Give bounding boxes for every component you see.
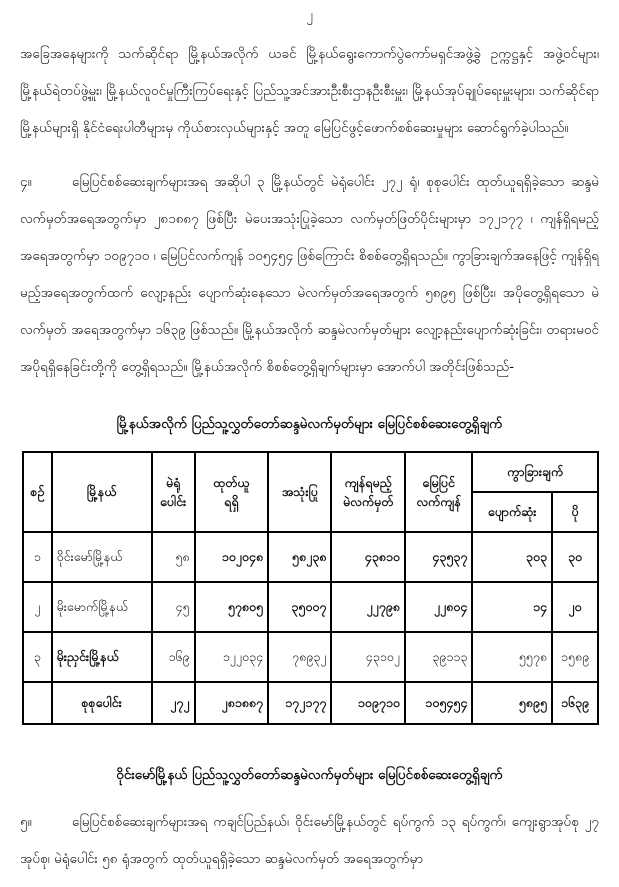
table-row-waingmaw: [23, 532, 598, 582]
col-header-stations-line1: မဲရုံ: [165, 474, 181, 490]
table-row-momauk: [23, 582, 598, 632]
paragraph-4-number: ၄။: [20, 174, 32, 190]
col-header-no: စဉ်: [23, 452, 52, 532]
cell-extra: ၁၅၈၉: [552, 632, 598, 682]
col-header-ground-line2: လက်ကျန်: [416, 494, 461, 509]
col-header-stations: [152, 452, 195, 532]
page-number: ၂: [306, 8, 313, 23]
col-header-ground-line1: မြေပြင်: [422, 474, 455, 490]
col-header-missing: ပျောက်ဆုံး: [472, 492, 552, 532]
cell-ground: ၂၂၈၀၄: [405, 582, 472, 632]
cell-used: ၃၅၀၀၇: [268, 582, 331, 632]
col-header-remain-line1: ကျန်ရမည့်: [344, 474, 392, 490]
cell-extra: ၂၀: [552, 582, 598, 632]
col-header-received-line1: ထုတ်ယူ: [213, 474, 250, 490]
col-header-remain: [331, 452, 405, 532]
cell-township: ဝိုင်းမော်မြို့နယ်: [52, 532, 152, 582]
cell-missing: ၅၅၇၈: [472, 632, 552, 682]
paragraph-5-text: မြေပြင်စစ်ဆေးချက်များအရ ကချင်ပြည်နယ်၊ ဝိုင်းမော်မြို့နယ်တွင် ရပ်ကွက် ၁၃ ရပ်ကွက်၊ ကျေးရွာအုပ်စု ၂၇ အုပ်စု၊ မဲရုံပေါင်း ၅၈ ရုံအတွက် ထုတ်ယူရရှိခဲ့သော ဆန္ဒမဲလက်မှတ် အရေအတွက်မှာ: [20, 814, 599, 867]
cell-missing: ၃၀၃: [472, 532, 552, 582]
cell-received: ၁၂၂၀၃၄: [195, 632, 269, 682]
cell-used: ၁၇၂၁၇၇: [268, 682, 331, 724]
table-row-total: [23, 682, 598, 724]
cell-no-empty: [23, 682, 52, 724]
cell-ground: ၃၉၁၁၃: [405, 632, 472, 682]
cell-missing: ၁၄: [472, 582, 552, 632]
cell-extra: ၃၀: [552, 532, 598, 582]
cell-stations: ၂၇၂: [152, 682, 195, 724]
cell-ground: ၁၀၅၄၅၄: [405, 682, 472, 724]
table-row-mohnyin: [23, 632, 598, 682]
ballot-results-table: [22, 451, 599, 725]
cell-remain: ၂၂၇၉၈: [331, 582, 405, 632]
table-title: မြို့နယ်အလိုက် ပြည်သူ့လွှတ်တော်ဆန္ဒမဲလက်မှတ်များ မြေပြင်စစ်ဆေးတွေ့ရှိချက်: [116, 416, 503, 432]
col-header-received: [195, 452, 269, 532]
cell-stations: ၁၆၉: [152, 632, 195, 682]
section-title: ဝိုင်းမော်မြို့နယ် ပြည်သူ့လွှတ်တော်ဆန္ဒမဲလက်မှတ်များ မြေပြင်စစ်ဆေးတွေ့ရှိချက်: [116, 767, 503, 783]
col-header-used: အသုံးပြု: [268, 452, 331, 532]
table-header-row-1: [23, 452, 598, 492]
paragraph-4: [20, 164, 599, 386]
col-header-ground: [405, 452, 472, 532]
cell-stations: ၄၅: [152, 582, 195, 632]
cell-missing: ၅၈၉၅: [472, 682, 552, 724]
col-header-remain-line2: မဲလက်မှတ်: [342, 494, 394, 509]
cell-township: မိုးညှင်းမြို့နယ်: [52, 632, 152, 682]
cell-stations: ၅၈: [152, 532, 195, 582]
col-header-township: မြို့နယ်: [52, 452, 152, 532]
cell-no: ၃: [23, 632, 52, 682]
cell-extra: ၁၆၃၉: [552, 682, 598, 724]
paragraph-5-number: ၅။: [20, 814, 32, 830]
cell-used: ၅၈၂၃၈: [268, 532, 331, 582]
col-header-extra: ပို: [552, 492, 598, 532]
cell-township: မိုးမောက်မြို့နယ်: [52, 582, 152, 632]
cell-no: ၂: [23, 582, 52, 632]
cell-remain: ၄၃၁၀၂: [331, 632, 405, 682]
cell-received: ၅၇၈၀၅: [195, 582, 269, 632]
cell-total-label: စုစုပေါင်း: [52, 682, 152, 724]
paragraph-intro: အခြေအနေများကို သက်ဆိုင်ရာ မြို့နယ်အလိုက် ယခင် မြို့နယ်ရွေးကောက်ပွဲကော်မရှင်အဖွဲ့ခွဲ ဥက္ကဋ္ဌနှင့် အဖွဲ့ဝင်များ၊ မြို့နယ်ရဲတပ်ဖွဲ့မှူး၊ မြို့နယ်လူဝင်မှုကြီးကြပ်ရေးနှင့် ပြည်သူ့အင်အားဦးစီးဌာနဦးစီးမှူး၊ မြို့နယ်အုပ်ချုပ်ရေးမှူးများ၊ သက်ဆိုင်ရာ မြို့နယ်များရှိ နိုင်ငံရေးပါတီများမှ ကိုယ်စားလှယ်များနှင့် အတူ မြေပြင်ဖွင့်ဖောက်စစ်ဆေးမှုများ ဆောင်ရွက်ခဲ့ပါသည်။: [20, 46, 599, 136]
cell-ground: ၄၃၅၃၇: [405, 532, 472, 582]
col-header-stations-line2: ပေါင်း: [160, 494, 187, 509]
paragraph-5: [20, 804, 599, 878]
paragraph-4-text: မြေပြင်စစ်ဆေးချက်များအရ အဆိုပါ ၃ မြို့နယ်တွင် မဲရုံပေါင်း ၂၇၂ ရုံ၊ စုစုပေါင်း ထုတ်ယူရရှိခဲ့သော ဆန္ဒမဲလက်မှတ်အရေအတွက်မှာ ၂၈၁၈၈၇ ဖြစ်ပြီး မဲပေးအသုံးပြုခဲ့သော လက်မှတ်ဖြတ်ပိုင်းများမှာ ၁၇၂၁၇၇ ၊ ကျန်ရှိရမည့်အရေအတွက်မှာ ၁၀၉၇၁၀ ၊ မြေပြင်လက်ကျန် ၁၀၅၄၅၄ ဖြစ်ကြောင်း စိစစ်တွေ့ရှိရသည်။ ကွာခြားချက်အနေဖြင့် ကျန်ရှိရမည့်အရေအတွက်ထက် လျော့နည်း ပျောက်ဆုံးနေသော မဲလက်မှတ်အရေအတွက် ၅၈၉၅ ဖြစ်ပြီး၊ အပိုတွေ့ရှိရသော မဲလက်မှတ် အရေအတွက်မှာ ၁၆၃၉ ဖြစ်သည်။ မြို့နယ်အလိုက် ဆန္ဒမဲလက်မှတ်များ လျော့နည်းပျောက်ဆုံးခြင်း၊ တရားမဝင် အပိုရရှိနေခြင်းတို့ကို တွေ့ရှိရသည်။ မြို့နယ်အလိုက် စိစစ်တွေ့ရှိချက်များမှာ အောက်ပါ အတိုင်းဖြစ်သည်-: [20, 174, 599, 375]
cell-no: ၁: [23, 532, 52, 582]
col-header-difference: ကွာခြားချက်: [472, 452, 598, 492]
cell-used: ၇၈၉၃၂: [268, 632, 331, 682]
cell-received: ၁၀၂၀၄၈: [195, 532, 269, 582]
col-header-received-line2: ရရှိ: [224, 494, 239, 509]
cell-received: ၂၈၁၈၈၇: [195, 682, 269, 724]
cell-remain: ၄၃၈၁၀: [331, 532, 405, 582]
cell-remain: ၁၀၉၇၁၀: [331, 682, 405, 724]
